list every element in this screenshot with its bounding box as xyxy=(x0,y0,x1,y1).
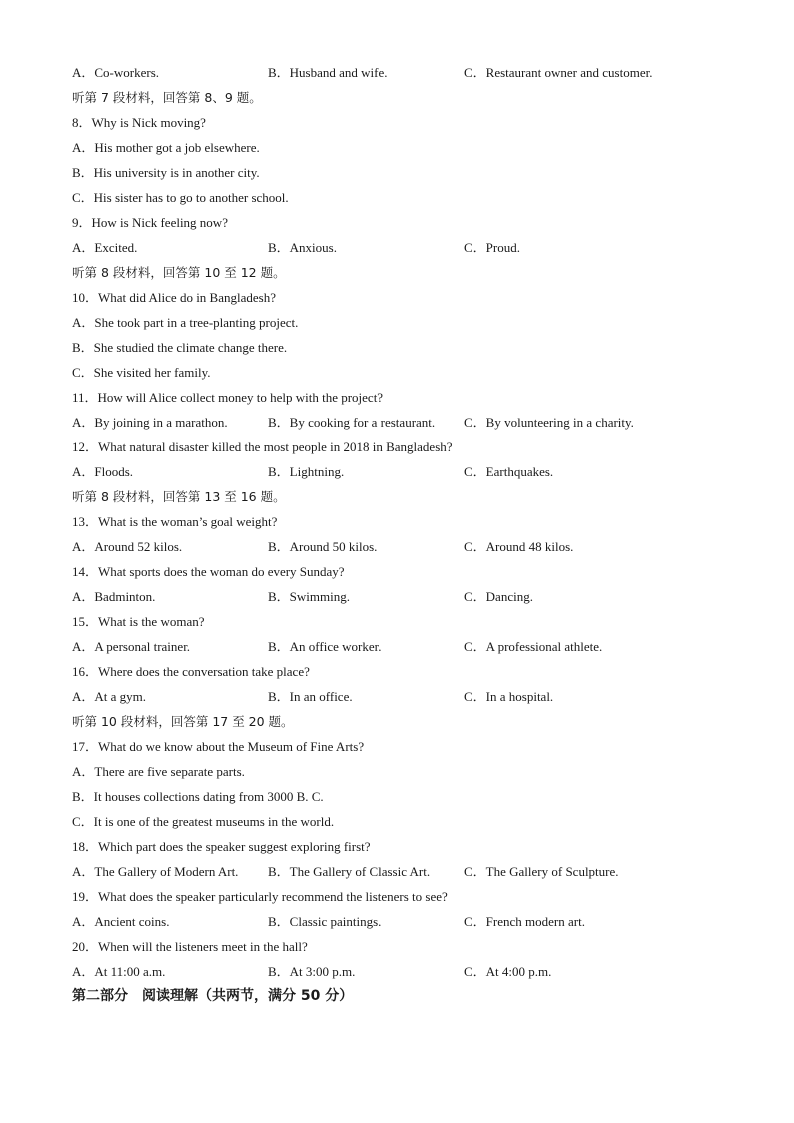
q16-option-b: B．In an office. xyxy=(268,689,353,704)
q8-option-b: B．His university is in another city. xyxy=(72,165,260,180)
q11-option-c: C．By volunteering in a charity. xyxy=(464,415,634,430)
q20-option-b: B．At 3:00 p.m. xyxy=(268,964,356,979)
q20-option-a: A．At 11:00 a.m. xyxy=(72,964,166,979)
q12-options xyxy=(72,464,752,480)
q11-option-b: B．By cooking for a restaurant. xyxy=(268,415,436,430)
q14-stem: 14．What sports does the woman do every Sunday? xyxy=(72,564,345,579)
instruction-passage-7: 听第 7 段材料，回答第 8、9 题。 xyxy=(72,90,262,105)
q13-option-b: B．Around 50 kilos. xyxy=(268,539,378,554)
q14-options xyxy=(72,589,752,605)
q15-options xyxy=(72,639,752,655)
q10-option-a: A．She took part in a tree-planting project. xyxy=(72,315,299,330)
q9-option-a: A．Excited. xyxy=(72,240,138,255)
instruction-passage-8b: 听第 8 段材料，回答第 13 至 16 题。 xyxy=(72,489,286,504)
q10-option-b: B．She studied the climate change there. xyxy=(72,340,288,355)
q8-option-a: A．His mother got a job elsewhere. xyxy=(72,140,260,155)
q12-stem: 12．What natural disaster killed the most people in 2018 in Bangladesh? xyxy=(72,439,453,454)
q12-option-c: C．Earthquakes. xyxy=(464,464,554,479)
q13-options xyxy=(72,539,752,555)
q18-option-a: A．The Gallery of Modern Art. xyxy=(72,864,239,879)
q17-stem: 17．What do we know about the Museum of Fine Arts? xyxy=(72,739,365,754)
q8-stem: 8．Why is Nick moving? xyxy=(72,115,206,130)
q17-option-a: A．There are five separate parts. xyxy=(72,764,245,779)
q15-stem: 15．What is the woman? xyxy=(72,614,205,629)
q19-option-a: A．Ancient coins. xyxy=(72,914,170,929)
q15-option-b: B．An office worker. xyxy=(268,639,382,654)
q9-option-b: B．Anxious. xyxy=(268,240,337,255)
instruction-passage-10: 听第 10 段材料，回答第 17 至 20 题。 xyxy=(72,714,294,729)
instruction-passage-8a: 听第 8 段材料，回答第 10 至 12 题。 xyxy=(72,265,286,280)
q8-option-c: C．His sister has to go to another school. xyxy=(72,190,289,205)
q13-option-a: A．Around 52 kilos. xyxy=(72,539,183,554)
q16-stem: 16．Where does the conversation take place? xyxy=(72,664,310,679)
q9-option-c: C．Proud. xyxy=(464,240,520,255)
q12-option-b: B．Lightning. xyxy=(268,464,345,479)
q9-stem: 9．How is Nick feeling now? xyxy=(72,215,228,230)
q13-stem: 13．What is the woman’s goal weight? xyxy=(72,514,278,529)
q10-option-c: C．She visited her family. xyxy=(72,365,211,380)
q16-options xyxy=(72,689,752,705)
q11-option-a: A．By joining in a marathon. xyxy=(72,415,228,430)
q17-option-c: C．It is one of the greatest museums in the world. xyxy=(72,814,335,829)
q20-stem: 20．When will the listeners meet in the hall? xyxy=(72,939,308,954)
q14-option-c: C．Dancing. xyxy=(464,589,533,604)
q14-option-a: A．Badminton. xyxy=(72,589,156,604)
q15-option-c: C．A professional athlete. xyxy=(464,639,603,654)
q18-options xyxy=(72,864,752,880)
q19-options xyxy=(72,914,752,930)
q7-options xyxy=(72,65,752,81)
q15-option-a: A．A personal trainer. xyxy=(72,639,191,654)
q20-option-c: C．At 4:00 p.m. xyxy=(464,964,552,979)
q7-option-a: A．Co-workers. xyxy=(72,65,160,80)
q7-option-b: B．Husband and wife. xyxy=(268,65,388,80)
q19-option-b: B．Classic paintings. xyxy=(268,914,382,929)
q11-stem: 11．How will Alice collect money to help with the project? xyxy=(72,390,384,405)
q17-option-b: B．It houses collections dating from 3000 B. C. xyxy=(72,789,324,804)
q19-option-c: C．French modern art. xyxy=(464,914,585,929)
q18-option-b: B．The Gallery of Classic Art. xyxy=(268,864,431,879)
q7-option-c: C．Restaurant owner and customer. xyxy=(464,65,653,80)
q20-options xyxy=(72,964,752,980)
q9-options xyxy=(72,240,752,256)
q18-option-c: C．The Gallery of Sculpture. xyxy=(464,864,619,879)
q14-option-b: B．Swimming. xyxy=(268,589,350,604)
q11-options xyxy=(72,415,752,431)
q10-stem: 10．What did Alice do in Bangladesh? xyxy=(72,290,276,305)
q13-option-c: C．Around 48 kilos. xyxy=(464,539,574,554)
q19-stem: 19．What does the speaker particularly recommend the listeners to see? xyxy=(72,889,448,904)
section-title: 第二部分 阅读理解（共两节，满分 50 分） xyxy=(72,988,354,1004)
q16-option-c: C．In a hospital. xyxy=(464,689,554,704)
q16-option-a: A．At a gym. xyxy=(72,689,147,704)
q12-option-a: A．Floods. xyxy=(72,464,134,479)
q18-stem: 18．Which part does the speaker suggest exploring first? xyxy=(72,839,371,854)
